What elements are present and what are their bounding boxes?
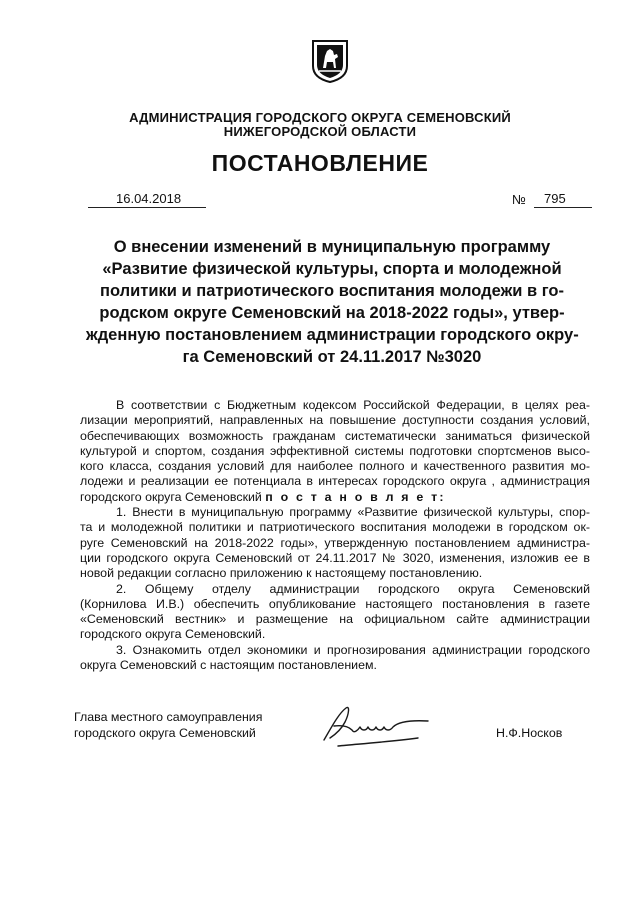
body-line: 3. Ознакомить отдел экономики и прогнозирования администрации городского: [116, 642, 590, 657]
title-line: политики и патриотического воспитания молодежи в го-: [100, 282, 564, 300]
document-date: 16.04.2018: [116, 191, 182, 206]
body-line: культурой и спортом, создания эффективной системы подготовки спортсменов высо-: [80, 443, 590, 458]
document-body: [80, 398, 590, 673]
org-name-line-2: НИЖЕГОРОДСКОЙ ОБЛАСТИ: [223, 124, 417, 139]
resolve-word: п о с т а н о в л я е т:: [265, 489, 446, 504]
date-field: [88, 192, 206, 208]
document-type-heading: ПОСТАНОВЛЕНИЕ: [211, 150, 429, 176]
number-sign: №: [512, 192, 526, 207]
body-line: В соответствии с Бюджетным кодексом Российской Федерации, в целях реа-: [116, 398, 590, 412]
body-line: обеспечивающих возможность гражданам систематически заниматься физической: [80, 428, 590, 443]
body-line: та и молодежной политики и патриотического воспитания молодежи в городском ок-: [80, 520, 590, 535]
body-line: новой редакции согласно приложению к настоящему постановлению.: [80, 566, 483, 581]
body-line: 1. Внести в муниципальную программу «Развитие физической культуры, спор-: [116, 505, 590, 520]
body-line: лодежи и реализации ее потенциала в интересах городского округа , администрация: [80, 474, 590, 489]
title-line: га Семеновский от 24.11.2017 №3020: [182, 348, 482, 366]
body-line: «Семеновский вестник» и размещение на официальном сайте администрации: [80, 612, 590, 627]
body-line: округа Семеновский с настоящим постановлением.: [80, 658, 377, 673]
signer-name: Н.Ф.Носков: [496, 726, 563, 740]
signer-position: [74, 710, 262, 741]
title-line: жденную постановлением администрации городского окру-: [86, 326, 579, 344]
body-line: 2. Общему отделу администрации городского округа Семеновский: [116, 581, 590, 596]
handwritten-signature-icon: [318, 700, 436, 752]
title-line: О внесении изменений в муниципальную программу: [113, 238, 551, 256]
body-line-resolve: [80, 490, 590, 505]
body-line-text: городского округа Семеновский: [80, 489, 266, 504]
body-line: городского округа Семеновский.: [80, 627, 266, 642]
document-title: [86, 236, 578, 368]
body-line: лизации мероприятий, направленных на повышение доступности создания условий,: [80, 413, 590, 428]
body-line: (Корнилова И.В.) обеспечить опубликование настоящего постановления в газете: [80, 596, 590, 611]
signer-position-line: городского округа Семеновский: [74, 725, 256, 740]
document-number: 795: [544, 191, 566, 206]
title-line: родском округе Семеновский на 2018-2022 годы», утвер-: [99, 304, 565, 322]
body-line: ции городского округа Семеновский от 24.11.2017 № 3020, изменения, изложив ее в: [80, 550, 590, 565]
body-line: руге Семеновский на 2018-2022 годы», утвержденную постановлением администра-: [80, 535, 590, 550]
org-name-line-1: АДМИНИСТРАЦИЯ ГОРОДСКОГО ОКРУГА СЕМЕНОВСКИЙ: [129, 110, 511, 125]
title-line: «Развитие физической культуры, спорта и молодежной: [102, 260, 562, 278]
body-line: кого класса, создания условий для наиболее полного и качественного развития мо-: [80, 459, 590, 474]
number-field: [534, 192, 592, 208]
coat-of-arms-icon: [310, 38, 350, 84]
signer-position-line: Глава местного самоуправления: [74, 710, 263, 724]
